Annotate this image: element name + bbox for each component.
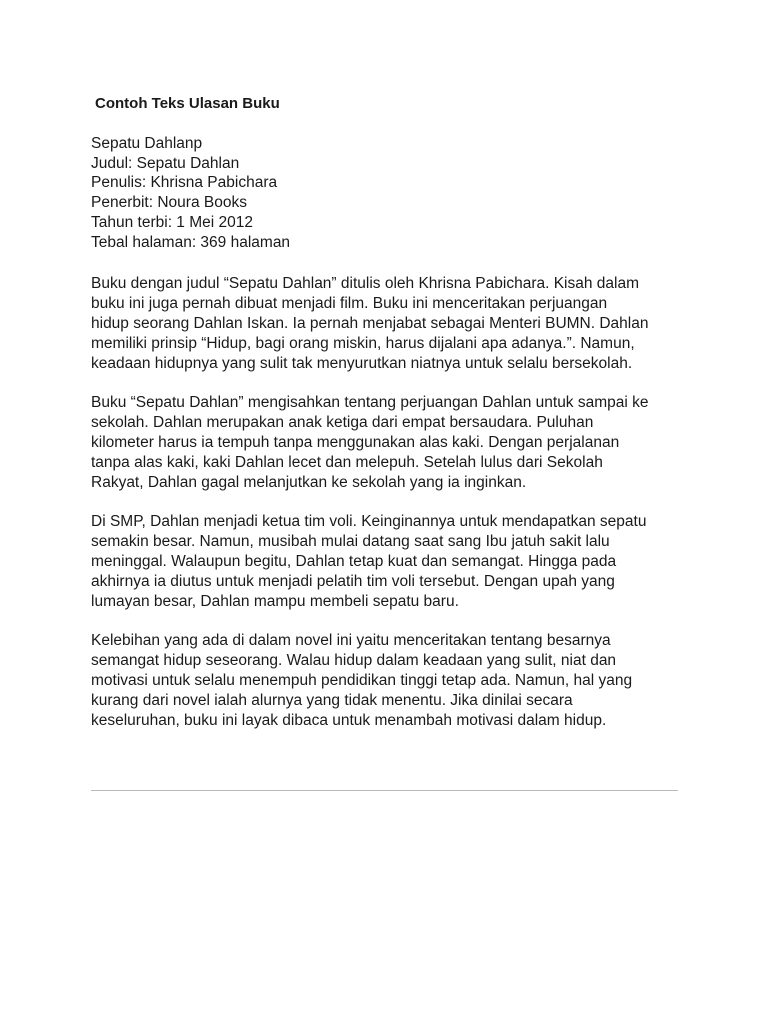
text-line: Kelebihan yang ada di dalam novel ini yaitu menceritakan tentang besarnya [91,632,611,649]
page-count-line: Tebal halaman: 369 halaman [91,233,291,251]
text-line: sekolah. Dahlan merupakan anak ketiga dari empat bersaudara. Puluhan [91,414,594,431]
text-line: motivasi untuk selalu menempuh pendidikan tinggi tetap ada. Namun, hal yang [91,672,633,689]
paragraph-evaluation [91,631,691,731]
horizontal-divider [91,790,678,791]
text-line: Rakyat, Dahlan gagal melanjutkan ke sekolah yang ia inginkan. [91,474,527,491]
text-line: meninggal. Walaupun begitu, Dahlan tetap kuat dan semangat. Hingga pada [91,553,617,570]
text-line: memiliki prinsip “Hidup, bagi orang miskin, harus dijalani apa adanya.”. Namun, [91,335,635,352]
book-metadata [91,134,290,252]
title-line: Judul: Sepatu Dahlan [91,154,240,172]
document-title: Contoh Teks Ulasan Buku [95,95,280,112]
text-line: lumayan besar, Dahlan mampu membeli sepatu baru. [91,593,459,610]
text-line: Di SMP, Dahlan menjadi ketua tim voli. Keinginannya untuk mendapatkan sepatu [91,513,647,530]
text-line: buku ini juga pernah dibuat menjadi film. Buku ini menceritakan perjuangan [91,295,608,312]
paragraph-synopsis-2 [91,512,691,612]
paragraph-introduction [91,274,691,374]
text-line: kilometer harus ia tempuh tanpa menggunakan alas kaki. Dengan perjalanan [91,434,620,451]
text-line: tanpa alas kaki, kaki Dahlan lecet dan melepuh. Setelah lulus dari Sekolah [91,454,603,471]
text-line: Buku dengan judul “Sepatu Dahlan” ditulis oleh Khrisna Pabichara. Kisah dalam [91,275,640,292]
text-line: keseluruhan, buku ini layak dibaca untuk menambah motivasi dalam hidup. [91,712,607,729]
text-line: semakin besar. Namun, musibah mulai datang saat sang Ibu jatuh sakit lalu [91,533,610,550]
publish-date-line: Tahun terbi: 1 Mei 2012 [91,213,253,231]
text-line: akhirnya ia diutus untuk menjadi pelatih tim voli tersebut. Dengan upah yang [91,573,615,590]
text-line: semangat hidup seseorang. Walau hidup dalam keadaan yang sulit, niat dan [91,652,617,669]
paragraph-synopsis-1 [91,393,691,493]
publisher-line: Penerbit: Noura Books [91,194,247,212]
author-line: Penulis: Khrisna Pabichara [91,174,278,192]
text-line: Buku “Sepatu Dahlan” mengisahkan tentang perjuangan Dahlan untuk sampai ke [91,394,649,411]
text-line: keadaan hidupnya yang sulit tak menyurutkan niatnya untuk selalu bersekolah. [91,355,633,372]
text-line: kurang dari novel ialah alurnya yang tidak menentu. Jika dinilai secara [91,692,573,709]
text-line: hidup seorang Dahlan Iskan. Ia pernah menjabat sebagai Menteri BUMN. Dahlan [91,315,649,332]
book-name-line: Sepatu Dahlanp [91,135,203,152]
